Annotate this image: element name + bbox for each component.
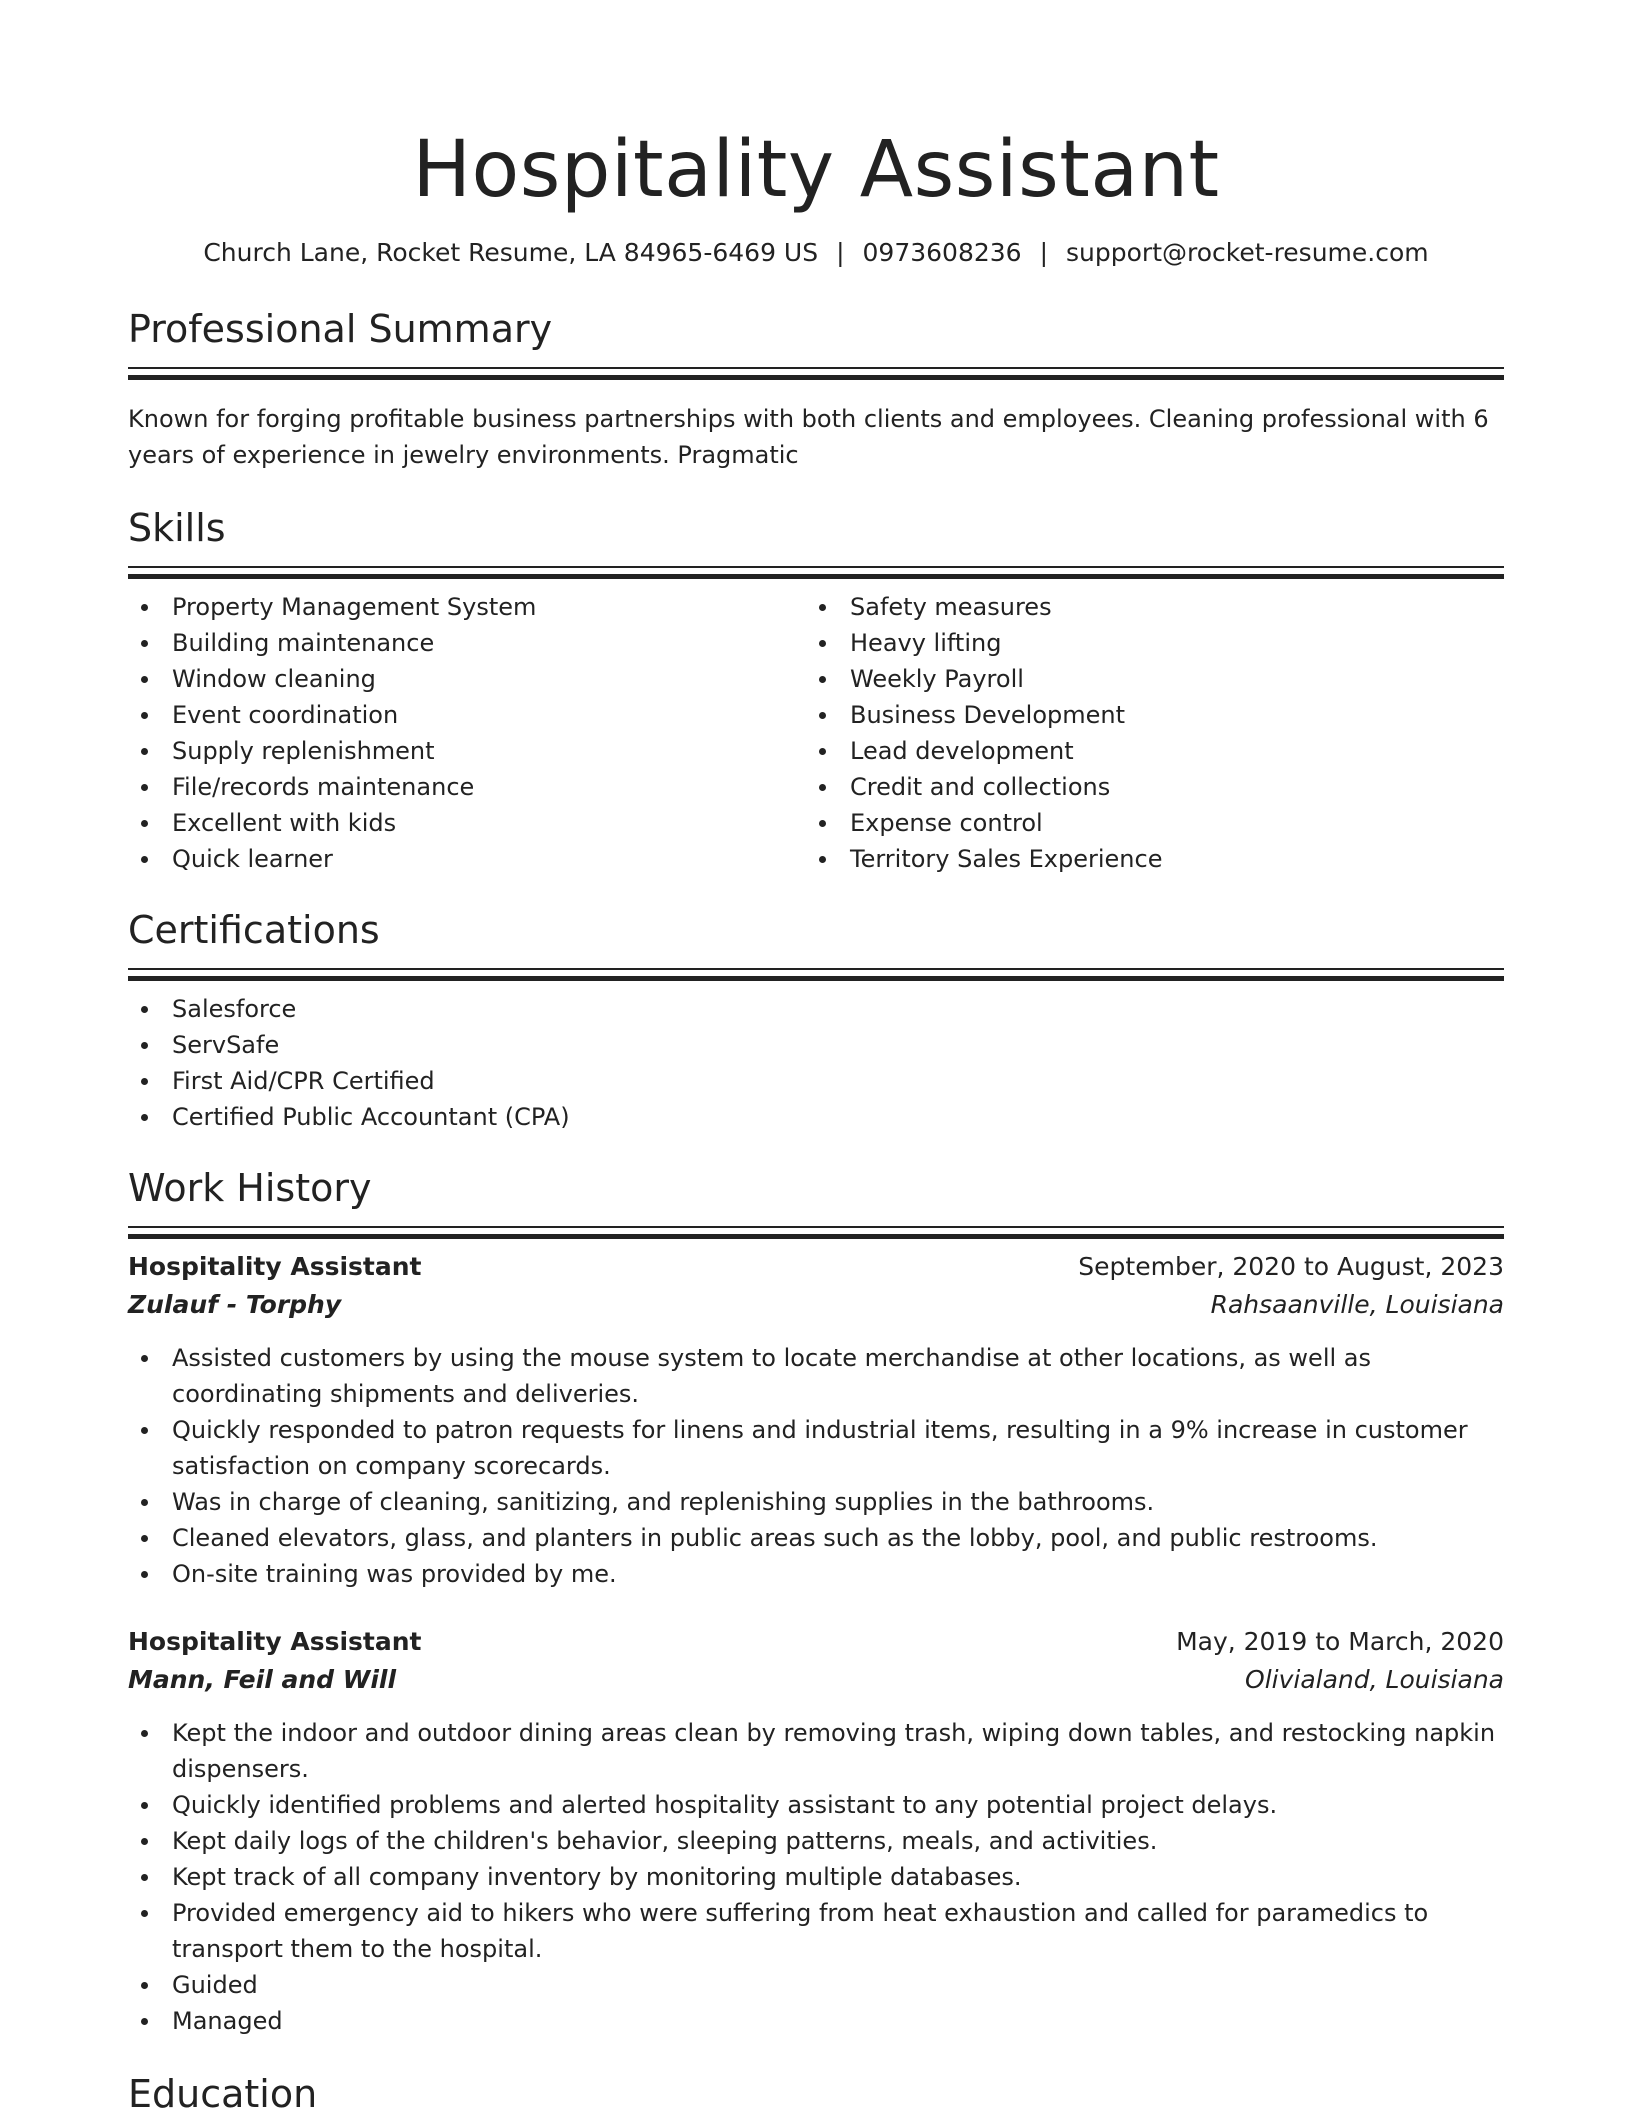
skill-item: Expense control bbox=[806, 805, 1484, 841]
contact-separator: | bbox=[1039, 238, 1049, 267]
skill-item: Window cleaning bbox=[128, 661, 806, 697]
certification-item: First Aid/CPR Certified bbox=[128, 1063, 1504, 1099]
summary-section bbox=[128, 304, 1504, 473]
section-divider bbox=[128, 367, 1504, 369]
job-header-row bbox=[128, 1623, 1504, 1661]
job-subheader-row bbox=[128, 1661, 1504, 1699]
skill-item: Territory Sales Experience bbox=[806, 841, 1484, 877]
job-company: Mann, Feil and Will bbox=[128, 1665, 397, 1694]
job-title: Hospitality Assistant bbox=[128, 1627, 422, 1656]
skill-item: Heavy lifting bbox=[806, 625, 1484, 661]
job-duty-item: Was in charge of cleaning, sanitizing, and replenishing supplies in the bathrooms. bbox=[128, 1484, 1504, 1520]
job-duties-list bbox=[128, 1340, 1504, 1592]
job-subheader-row bbox=[128, 1286, 1504, 1324]
certification-item: ServSafe bbox=[128, 1027, 1504, 1063]
skills-list-left bbox=[128, 589, 806, 877]
job-duty-item: Quickly identified problems and alerted hospitality assistant to any potential project delays. bbox=[128, 1787, 1504, 1823]
section-divider bbox=[128, 566, 1504, 568]
section-title-summary: Professional Summary bbox=[128, 307, 553, 351]
resume-page bbox=[128, 0, 1504, 2119]
skill-item: Credit and collections bbox=[806, 769, 1484, 805]
job-duty-item: Provided emergency aid to hikers who were suffering from heat exhaustion and called for paramedics to transport them to the hospital. bbox=[128, 1895, 1504, 1967]
job-duty-item: Kept track of all company inventory by monitoring multiple databases. bbox=[128, 1859, 1504, 1895]
job-entry bbox=[128, 1248, 1504, 1592]
skill-item: Property Management System bbox=[128, 589, 806, 625]
skill-item: Building maintenance bbox=[128, 625, 806, 661]
skill-item: Weekly Payroll bbox=[806, 661, 1484, 697]
job-header-row bbox=[128, 1248, 1504, 1286]
section-title-skills: Skills bbox=[128, 506, 226, 550]
certification-item: Salesforce bbox=[128, 991, 1504, 1027]
job-duty-item: Kept the indoor and outdoor dining areas clean by removing trash, wiping down tables, and restocking napkin dispensers. bbox=[128, 1715, 1504, 1787]
job-duty-item: Assisted customers by using the mouse system to locate merchandise at other locations, as well as coordinating shipments and deliveries. bbox=[128, 1340, 1504, 1412]
section-title-certifications: Certifications bbox=[128, 908, 380, 952]
skill-item: Quick learner bbox=[128, 841, 806, 877]
skill-item: Event coordination bbox=[128, 697, 806, 733]
contact-phone: 0973608236 bbox=[862, 238, 1022, 267]
section-title-work-history: Work History bbox=[128, 1166, 372, 1210]
skill-item: Lead development bbox=[806, 733, 1484, 769]
skill-item: Safety measures bbox=[806, 589, 1484, 625]
section-title-education: Education bbox=[128, 2072, 318, 2116]
certifications-section bbox=[128, 905, 1504, 1135]
certifications-list bbox=[128, 991, 1504, 1135]
job-duty-item: Guided bbox=[128, 1967, 1504, 2003]
job-entry bbox=[128, 1623, 1504, 2039]
job-dates: September, 2020 to August, 2023 bbox=[1078, 1252, 1504, 1281]
job-title: Hospitality Assistant bbox=[128, 1252, 422, 1281]
job-duty-item: Managed bbox=[128, 2003, 1504, 2039]
job-location: Rahsaanville, Louisiana bbox=[1210, 1290, 1504, 1319]
contact-line bbox=[128, 236, 1504, 270]
job-duties-list bbox=[128, 1715, 1504, 2039]
contact-address: Church Lane, Rocket Resume, LA 84965-6469 US bbox=[203, 238, 819, 267]
job-duty-item: Cleaned elevators, glass, and planters in public areas such as the lobby, pool, and public restrooms. bbox=[128, 1520, 1504, 1556]
certification-item: Certified Public Accountant (CPA) bbox=[128, 1099, 1504, 1135]
skill-item: File/records maintenance bbox=[128, 769, 806, 805]
job-duty-item: On-site training was provided by me. bbox=[128, 1556, 1504, 1592]
job-company: Zulauf - Torphy bbox=[128, 1290, 342, 1319]
skill-item: Excellent with kids bbox=[128, 805, 806, 841]
section-divider bbox=[128, 1226, 1504, 1228]
skill-item: Supply replenishment bbox=[128, 733, 806, 769]
skills-list-right bbox=[806, 589, 1484, 877]
skills-columns bbox=[128, 589, 1504, 877]
job-duty-item: Quickly responded to patron requests for linens and industrial items, resulting in a 9% increase in customer satisfaction on company scorecards. bbox=[128, 1412, 1504, 1484]
skills-section bbox=[128, 503, 1504, 877]
skill-item: Business Development bbox=[806, 697, 1484, 733]
contact-email: support@rocket-resume.com bbox=[1066, 238, 1429, 267]
work-history-section bbox=[128, 1163, 1504, 2039]
job-dates: May, 2019 to March, 2020 bbox=[1176, 1627, 1504, 1656]
summary-text: Known for forging profitable business partnerships with both clients and employees. Cleaning professional with 6 years of experience in jewelry environments. Pragmatic bbox=[128, 405, 1489, 469]
job-location: Olivialand, Louisiana bbox=[1245, 1665, 1504, 1694]
section-divider bbox=[128, 968, 1504, 970]
contact-separator: | bbox=[836, 238, 845, 267]
resume-name: Hospitality Assistant bbox=[412, 125, 1220, 215]
job-duty-item: Kept daily logs of the children's behavior, sleeping patterns, meals, and activities. bbox=[128, 1823, 1504, 1859]
